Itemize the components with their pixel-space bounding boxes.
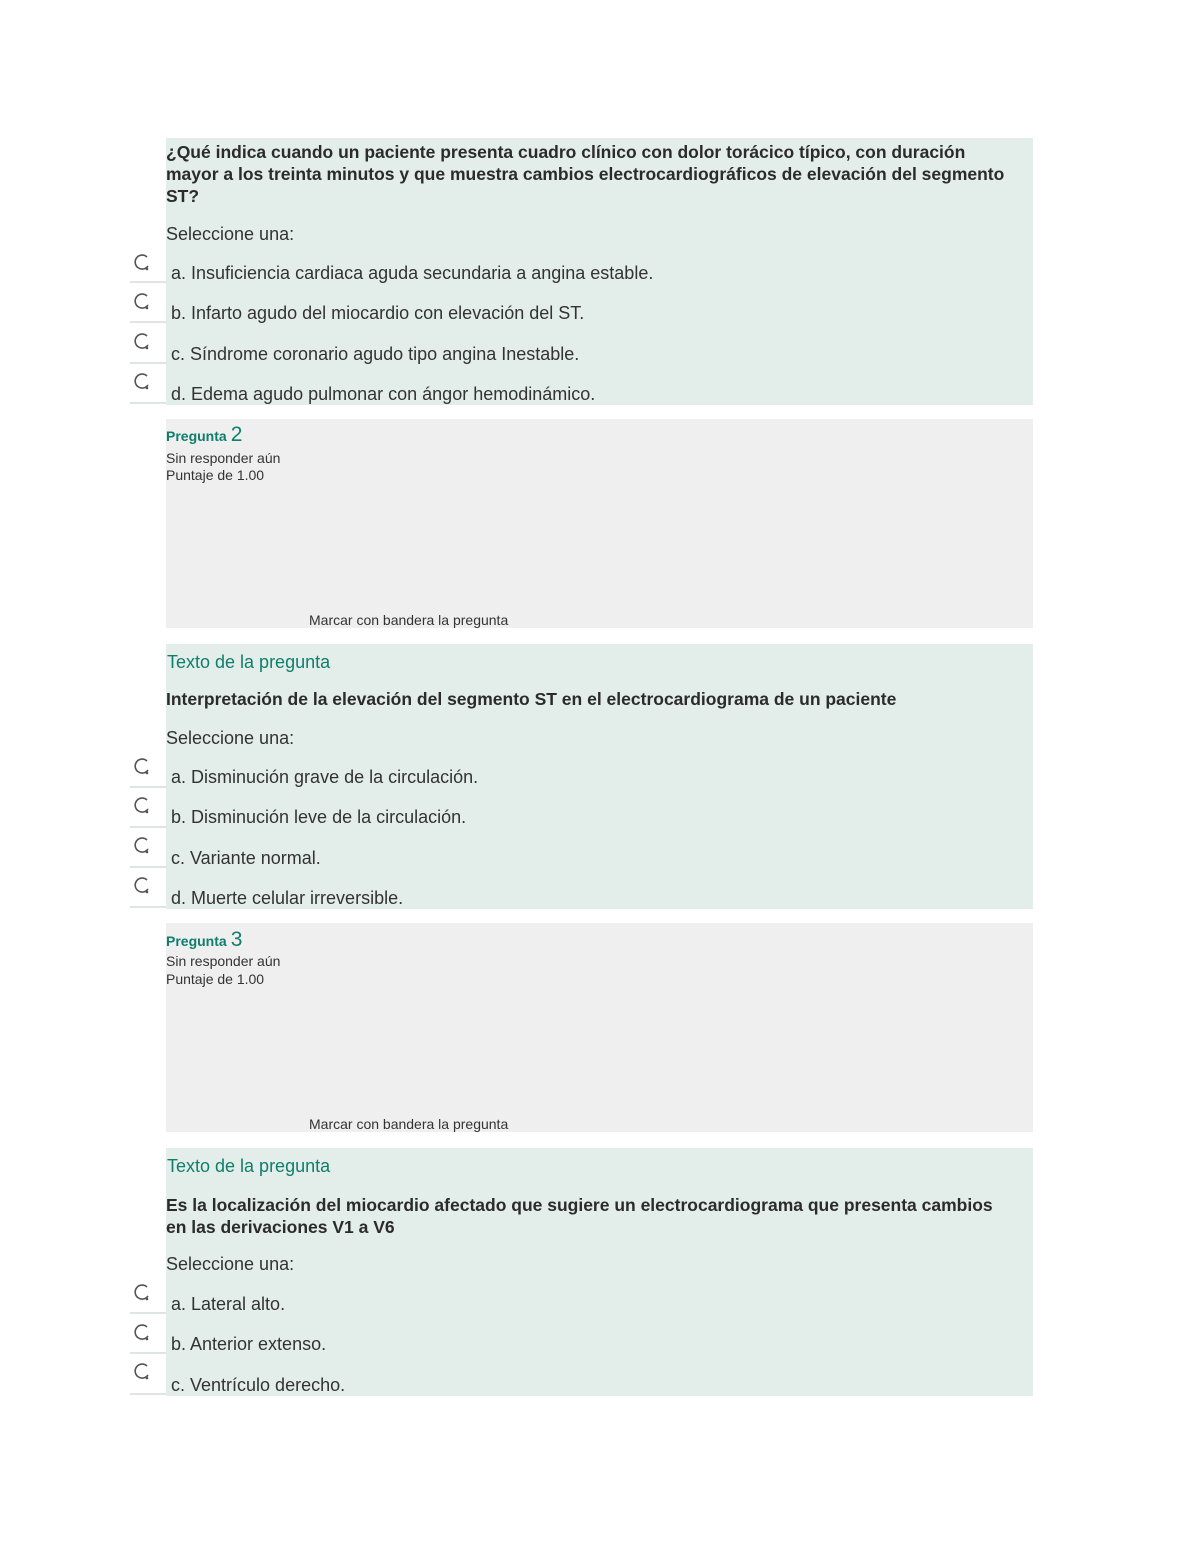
- question-3-text-label: Texto de la pregunta: [167, 1156, 331, 1176]
- question-1-option-d[interactable]: d. Edema agudo pulmonar con ángor hemodinámico.: [171, 384, 596, 404]
- question-2-text-label: Texto de la pregunta: [167, 652, 331, 672]
- question-3-option-b[interactable]: b. Anterior extenso.: [171, 1334, 327, 1354]
- question-3-option-a[interactable]: a. Lateral alto.: [171, 1294, 286, 1314]
- question-2-number: 2: [230, 423, 243, 446]
- question-2-prompt: Seleccione una:: [166, 728, 295, 748]
- question-3-option-a-radio-icon[interactable]: [131, 1282, 153, 1304]
- question-2-option-d-radio-icon[interactable]: [131, 875, 153, 897]
- question-2-info: [166, 419, 1033, 628]
- question-2-status: Sin responder aún: [166, 450, 281, 466]
- question-1-option-b-radio-icon[interactable]: [131, 291, 153, 313]
- question-2-option-d[interactable]: d. Muerte celular irreversible.: [171, 888, 404, 908]
- question-3-flag-link[interactable]: Marcar con bandera la pregunta: [309, 1116, 509, 1132]
- question-2-score: Puntaje de 1.00: [166, 467, 265, 483]
- question-2-label: Pregunta 2: [166, 423, 243, 446]
- question-1-prompt: Seleccione una:: [166, 224, 295, 244]
- question-2-option-b[interactable]: b. Disminución leve de la circulación.: [171, 807, 467, 827]
- question-1-text: ¿Qué indica cuando un paciente presenta cuadro clínico con dolor torácico típico, con duración mayor a los treinta minutos y que muestra cambios electrocardiográficos de elevación del segmento ST?: [166, 142, 1005, 206]
- question-3-option-c[interactable]: c. Ventrículo derecho.: [171, 1375, 346, 1395]
- question-3-text: Es la localización del miocardio afectado que sugiere un electrocardiograma que presenta cambios en las derivaciones V1 a V6: [166, 1195, 993, 1237]
- question-3-option-b-radio-icon[interactable]: [131, 1322, 153, 1344]
- question-3-label: Pregunta 3: [166, 928, 243, 951]
- question-2-option-b-radio-icon[interactable]: [131, 795, 153, 817]
- question-3-content: [166, 1148, 1033, 1396]
- question-2-option-a[interactable]: a. Disminución grave de la circulación.: [171, 767, 479, 787]
- question-3-option-c-radio-icon[interactable]: [131, 1361, 153, 1383]
- question-1-option-a[interactable]: a. Insuficiencia cardiaca aguda secundaria a angina estable.: [171, 263, 654, 283]
- question-1-option-a-radio-icon[interactable]: [131, 252, 153, 274]
- question-2-option-c-radio-icon[interactable]: [131, 835, 153, 857]
- question-3-score: Puntaje de 1.00: [166, 971, 265, 987]
- question-2-option-c[interactable]: c. Variante normal.: [171, 848, 321, 868]
- question-2-option-a-radio-icon[interactable]: [131, 756, 153, 778]
- question-1-option-c[interactable]: c. Síndrome coronario agudo tipo angina Inestable.: [171, 344, 580, 364]
- question-3-info: [166, 923, 1033, 1132]
- question-1-option-b[interactable]: b. Infarto agudo del miocardio con elevación del ST.: [171, 303, 585, 323]
- question-1-option-d-radio-icon[interactable]: [131, 371, 153, 393]
- question-3-status: Sin responder aún: [166, 953, 281, 969]
- question-3-number: 3: [230, 928, 243, 951]
- question-2-flag-link[interactable]: Marcar con bandera la pregunta: [309, 612, 509, 628]
- question-1-option-c-radio-icon[interactable]: [131, 331, 153, 353]
- question-2-text: Interpretación de la elevación del segmento ST en el electrocardiograma de un paciente: [166, 689, 897, 709]
- question-3-prompt: Seleccione una:: [166, 1254, 295, 1274]
